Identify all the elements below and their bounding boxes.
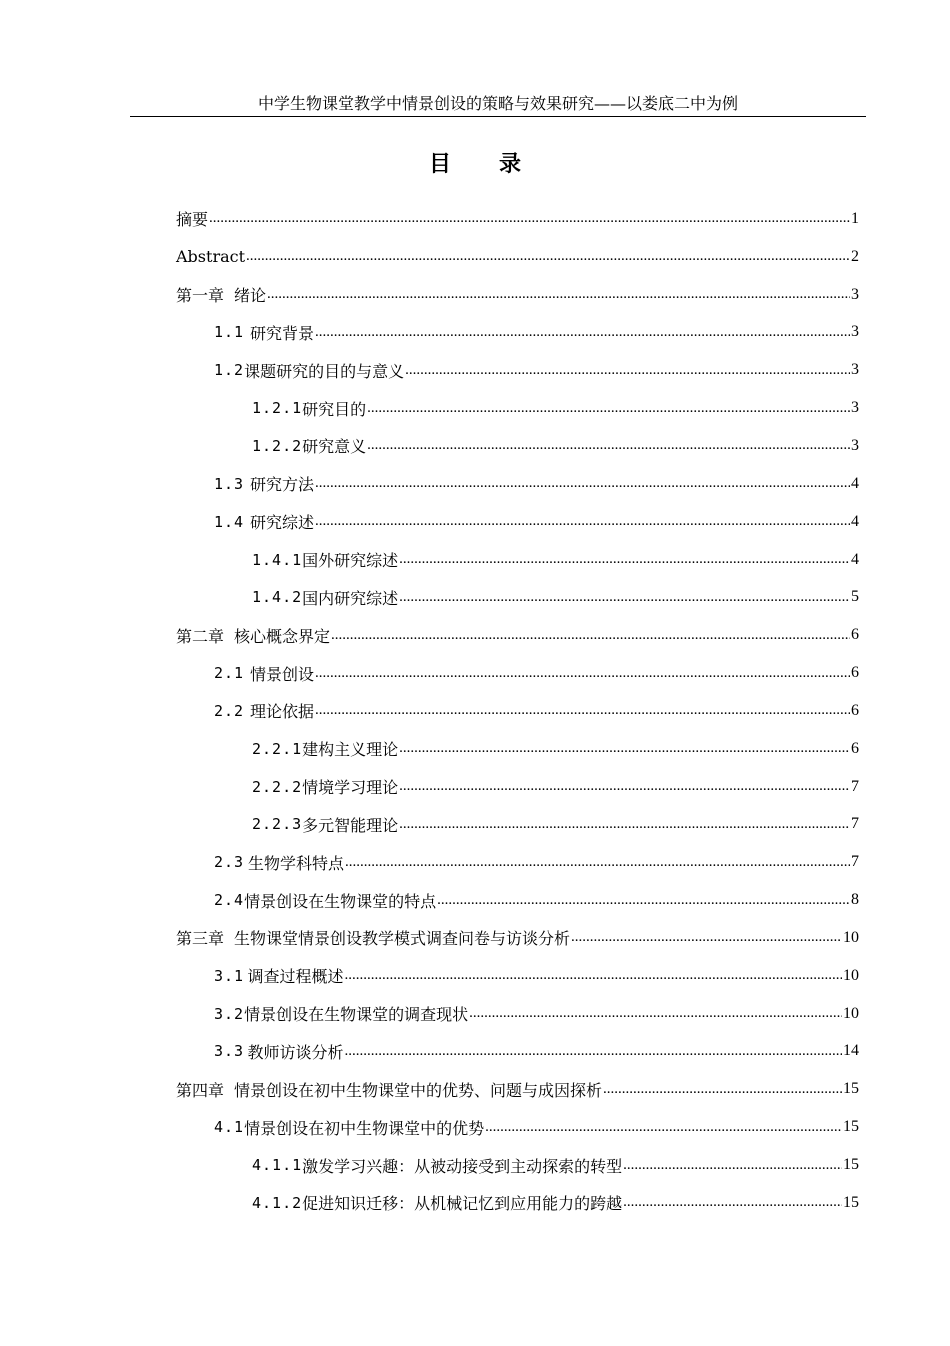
dot-leader	[344, 1043, 842, 1060]
dot-leader	[399, 816, 850, 833]
toc-entry-number: 1.4.2	[252, 588, 303, 607]
toc-entry[interactable]	[176, 881, 859, 919]
toc-entry-label: 研究综述	[249, 513, 314, 533]
toc-entry-number: 2.4	[214, 891, 245, 910]
toc-entry[interactable]	[176, 654, 859, 692]
toc-entry-number: 1.2.2	[252, 436, 303, 455]
toc-entry-number: 第三章	[176, 929, 225, 949]
toc-entry-label: 促进知识迁移：从机械记忆到应用能力的跨越	[302, 1194, 623, 1214]
toc-entry[interactable]	[176, 1146, 859, 1184]
dot-leader	[603, 1081, 842, 1098]
toc-entry-page-number: 3	[851, 323, 859, 341]
toc-entry-label: 国外研究综述	[302, 551, 399, 571]
toc-entry-number: 3.3	[214, 1042, 245, 1061]
toc-entry[interactable]	[176, 1184, 859, 1222]
dot-leader	[209, 210, 850, 227]
toc-entry-page-number: 7	[851, 815, 859, 833]
toc-entry[interactable]	[176, 806, 859, 844]
toc-entry-label: 核心概念界定	[234, 626, 331, 646]
dot-leader	[315, 665, 850, 682]
dot-leader	[315, 475, 850, 492]
toc-entry-number: 2.2.2	[252, 777, 303, 796]
toc-entry-label: 多元智能理论	[302, 815, 399, 835]
dot-leader	[623, 1194, 842, 1211]
toc-entry-label: 研究目的	[302, 399, 367, 419]
toc-entry-label: 情景创设在初中生物课堂中的优势、问题与成因探析	[234, 1080, 603, 1100]
toc-entry-page-number: 3	[851, 436, 859, 454]
running-header	[130, 94, 866, 117]
dot-leader	[315, 702, 850, 719]
toc-entry-label: 生物课堂情景创设教学模式调查问卷与访谈分析	[234, 929, 571, 949]
toc-entry-page-number: 4	[851, 550, 859, 568]
toc-entry[interactable]	[176, 427, 859, 465]
toc-entry-number: 第四章	[176, 1080, 225, 1100]
toc-entry-number: 第一章	[176, 286, 225, 306]
toc-entry-number: 2.2	[214, 701, 245, 720]
toc-entry-page-number: 6	[851, 664, 859, 682]
toc-entry-page-number: 14	[843, 1042, 859, 1060]
toc-entry-page-number: 4	[851, 474, 859, 492]
toc-entry[interactable]	[176, 616, 859, 654]
toc-entry-label: 绪论	[234, 286, 267, 306]
dot-leader	[315, 324, 850, 341]
toc-entry-label: 研究背景	[249, 323, 314, 343]
toc-entry-page-number: 6	[851, 701, 859, 719]
dot-leader	[405, 362, 850, 379]
toc-entry-label: 生物学科特点	[247, 853, 344, 873]
toc-entry-page-number: 2	[851, 247, 859, 265]
toc-entry-page-number: 10	[843, 966, 859, 984]
toc-entry-number: 第二章	[176, 626, 225, 646]
toc-entry-page-number: 6	[851, 626, 859, 644]
dot-leader	[571, 929, 842, 946]
toc-entry-page-number: 15	[843, 1080, 859, 1098]
toc-entry[interactable]	[176, 503, 859, 541]
toc-entry-page-number: 1	[851, 209, 859, 227]
toc-entry-page-number: 10	[843, 1004, 859, 1022]
dot-leader	[485, 1119, 842, 1136]
toc-entry-number: 1.2	[214, 361, 245, 380]
toc-entry[interactable]	[176, 995, 859, 1033]
toc-entry-number: 4.1.1	[252, 1156, 303, 1175]
dot-leader	[399, 778, 850, 795]
toc-entry[interactable]	[176, 541, 859, 579]
toc-entry[interactable]	[176, 200, 859, 238]
dot-leader	[367, 437, 850, 454]
toc-entry-page-number: 10	[843, 928, 859, 946]
toc-entry-number: 2.2.1	[252, 739, 303, 758]
toc-entry-number: 2.3	[214, 853, 245, 872]
toc-entry-label: 情景创设	[249, 664, 314, 684]
dot-leader	[344, 967, 842, 984]
toc-entry-number: 1.4	[214, 512, 245, 531]
toc-entry-label: 教师访谈分析	[247, 1042, 344, 1062]
toc-entry-page-number: 8	[851, 891, 859, 909]
dot-leader	[367, 400, 850, 417]
toc-entry-page-number: 7	[851, 853, 859, 871]
toc-entry-label: 情境学习理论	[302, 778, 399, 798]
toc-entry[interactable]	[176, 314, 859, 352]
dot-leader	[399, 589, 850, 606]
toc-entry-label: Abstract	[176, 247, 246, 267]
dot-leader	[469, 1005, 842, 1022]
toc-entry-number: 4.1	[214, 1118, 245, 1137]
running-title: 中学生物课堂教学中情景创设的策略与效果研究——以娄底二中为例	[257, 94, 738, 113]
toc-entry-number: 1.2.1	[252, 399, 303, 418]
dot-leader	[331, 627, 850, 644]
toc-entry-page-number: 3	[851, 399, 859, 417]
toc-entry-number: 2.2.3	[252, 815, 303, 834]
toc-entry-label: 理论依据	[249, 702, 314, 722]
dot-leader	[315, 513, 850, 530]
toc-entry[interactable]	[176, 276, 859, 314]
toc-entry[interactable]	[176, 465, 859, 503]
toc-entry[interactable]	[176, 843, 859, 881]
toc-entry-page-number: 5	[851, 588, 859, 606]
toc-entry-label: 调查过程概述	[247, 967, 344, 987]
toc-entry-number: 1.3	[214, 474, 245, 493]
toc-entry-number: 3.2	[214, 1004, 245, 1023]
toc-entry-page-number: 15	[843, 1118, 859, 1136]
toc-entry[interactable]	[176, 578, 859, 616]
toc-entry-label: 情景创设在生物课堂的调查现状	[244, 1005, 469, 1025]
toc-entry-number: 1.4.1	[252, 550, 303, 569]
toc-entry-label: 建构主义理论	[302, 740, 399, 760]
toc-entry[interactable]	[176, 919, 859, 957]
toc-entry-page-number: 15	[843, 1156, 859, 1174]
toc-entry-label: 摘要	[176, 210, 209, 230]
toc-entry-label: 研究方法	[249, 475, 314, 495]
toc-entry[interactable]	[176, 730, 859, 768]
dot-leader	[437, 892, 850, 909]
dot-leader	[267, 286, 850, 303]
toc-entry-page-number: 6	[851, 739, 859, 757]
table-of-contents	[176, 200, 859, 1222]
toc-entry[interactable]	[176, 768, 859, 806]
dot-leader	[399, 740, 850, 757]
toc-entry[interactable]	[176, 1033, 859, 1071]
toc-entry-page-number: 7	[851, 777, 859, 795]
toc-entry-label: 激发学习兴趣：从被动接受到主动探索的转型	[302, 1156, 623, 1176]
toc-entry-label: 国内研究综述	[302, 588, 399, 608]
toc-entry[interactable]	[176, 1108, 859, 1146]
dot-leader	[345, 854, 850, 871]
toc-entry-label: 课题研究的目的与意义	[244, 361, 405, 381]
toc-entry-number: 2.1	[214, 664, 245, 683]
toc-entry-number: 1.1	[214, 323, 245, 342]
toc-entry-number: 3.1	[214, 966, 245, 985]
toc-entry-page-number: 3	[851, 361, 859, 379]
toc-entry[interactable]	[176, 389, 859, 427]
toc-entry-page-number: 4	[851, 512, 859, 530]
toc-title: 目录	[428, 151, 569, 177]
toc-entry[interactable]	[176, 957, 859, 995]
toc-entry-page-number: 3	[851, 285, 859, 303]
toc-entry[interactable]	[176, 1070, 859, 1108]
dot-leader	[623, 1157, 842, 1174]
toc-entry-page-number: 15	[843, 1193, 859, 1211]
dot-leader	[246, 248, 850, 265]
toc-entry-label: 情景创设在初中生物课堂中的优势	[244, 1118, 485, 1138]
toc-entry-label: 研究意义	[302, 437, 367, 457]
toc-entry-label: 情景创设在生物课堂的特点	[244, 891, 437, 911]
toc-entry[interactable]	[176, 351, 859, 389]
toc-entry[interactable]	[176, 692, 859, 730]
toc-entry-number: 4.1.2	[252, 1193, 303, 1212]
toc-entry[interactable]	[176, 238, 859, 276]
dot-leader	[399, 551, 850, 568]
